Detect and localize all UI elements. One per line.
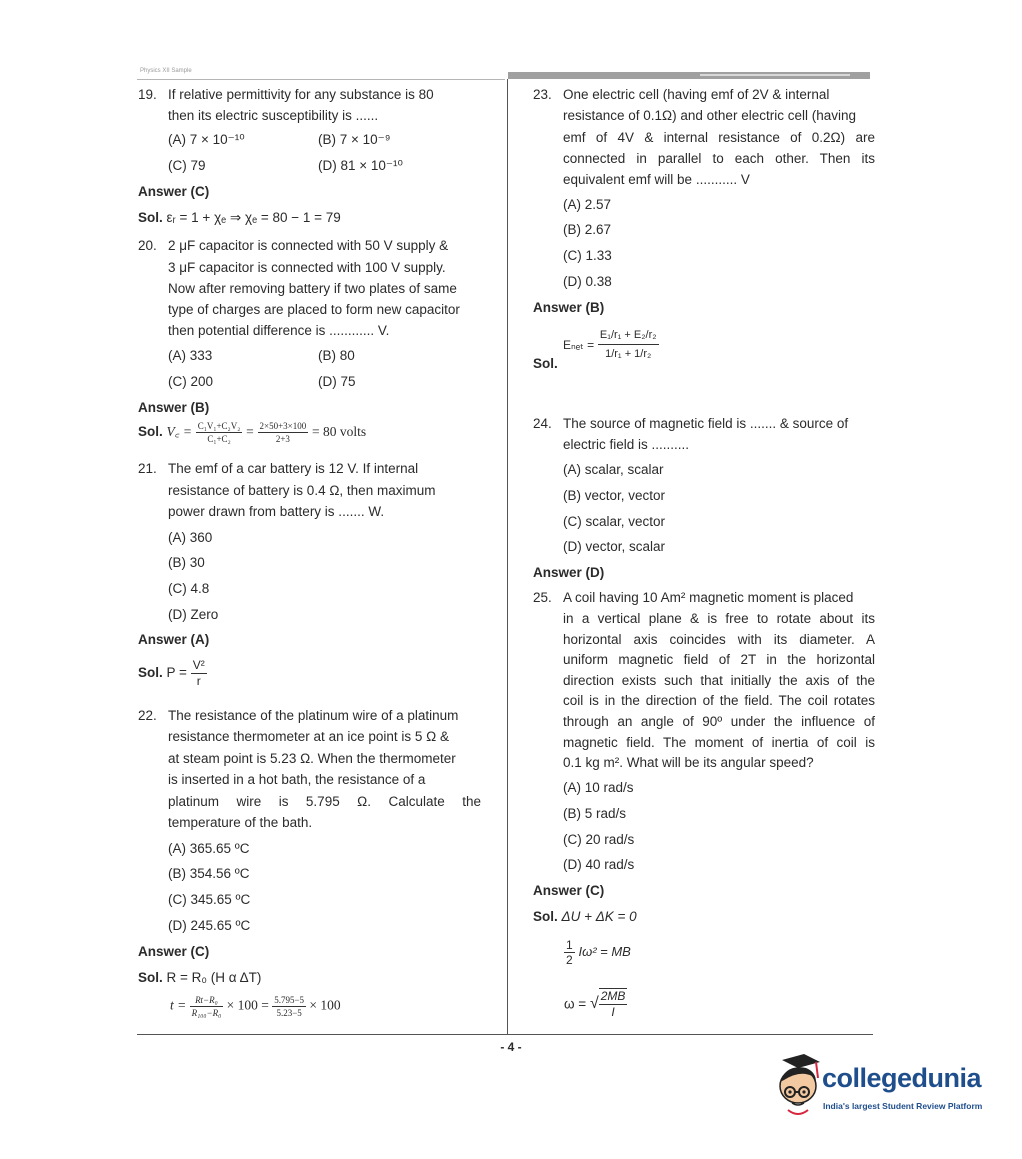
question-line: type of charges are placed to form new capacitor — [168, 302, 460, 317]
option-d: (D) 75 — [318, 374, 356, 389]
solution-label: Sol. — [138, 970, 163, 985]
question-line: horizontal axis coincides with its diameter. A — [563, 632, 875, 647]
answer: Answer (D) — [533, 565, 605, 580]
question-line: emf of 4V & internal resistance of 0.2Ω) are — [563, 130, 875, 145]
answer: Answer (C) — [533, 883, 605, 898]
question-line: The resistance of the platinum wire of a platinum — [168, 708, 459, 723]
question-line: direction exists such that initially the axis of the — [563, 673, 875, 688]
option-c: (C) scalar, vector — [563, 514, 666, 529]
solution-text: ΔU + ΔK = 0 — [561, 909, 637, 924]
fraction — [564, 938, 575, 967]
question-line: connected in parallel to each other. Then its — [563, 151, 875, 166]
fraction-numerator: V² — [192, 658, 205, 672]
question-number: 21. — [138, 461, 157, 476]
option-c: (C) 20 rad/s — [563, 832, 635, 847]
question-number: 24. — [533, 416, 552, 431]
solution-equation — [170, 994, 341, 1019]
solution-lhs: P = — [166, 665, 187, 681]
solution-label: Sol. — [138, 665, 163, 681]
header-small-text: Physics XII Sample — [140, 68, 192, 74]
question-line: equivalent emf will be ........... V — [563, 172, 750, 187]
question-line: A coil having 10 Am² magnetic moment is placed — [563, 590, 854, 605]
question-line: in a vertical plane & is free to rotate about its — [563, 611, 875, 626]
question-number: 19. — [138, 87, 157, 102]
fraction-numerator: E₁/r₁ + E₂/r₂ — [598, 326, 659, 345]
fraction — [196, 420, 243, 445]
question-line: The source of magnetic field is ....... & source of — [563, 416, 849, 431]
fraction-denominator: I — [611, 1005, 615, 1019]
top-rule-right-highlight — [700, 74, 850, 76]
question-line: then potential difference is ............ V. — [168, 323, 390, 338]
question-line: resistance of 0.1Ω) and other electric cell (having — [563, 108, 856, 123]
question-line: platinum wire is 5.795 Ω. Calculate the — [168, 794, 481, 809]
question-line: through an angle of 90º under the influence of — [563, 714, 875, 729]
solution: Sol. V꜀ = $\frac{\text{C₁V₁+C₂V₂}}{\text{C₁+C₂}}$ = $\frac{2\times 50+3\times 100}{2+3}$ = 80 volts — [138, 421, 367, 444]
question-number: 20. — [138, 238, 157, 253]
option-d: (D) 81 × 10⁻¹⁰ — [318, 158, 403, 173]
fraction-denominator: 5.23−5 — [276, 1008, 302, 1018]
question-line: temperature of the bath. — [168, 815, 313, 830]
fraction-numerator: 2×50+3×100 — [259, 421, 307, 431]
question-line: is inserted in a hot bath, the resistance of a — [168, 772, 426, 787]
question-line: resistance thermometer at an ice point is 5 Ω & — [168, 729, 449, 744]
fraction-numerator: 5.795−5 — [274, 995, 305, 1005]
solution-text: R = R₀ (H α ΔT) — [166, 970, 262, 985]
option-a: (A) 10 rad/s — [563, 780, 634, 795]
fraction-denominator: 2+3 — [275, 434, 290, 444]
option-b: (B) vector, vector — [563, 488, 666, 503]
column-divider — [507, 79, 508, 1034]
solution-equation — [564, 938, 631, 967]
answer: Answer (C) — [138, 184, 210, 199]
question-number: 25. — [533, 590, 552, 605]
option-b: (B) 354.56 ºC — [168, 866, 250, 881]
question-line: electric field is .......... — [563, 437, 690, 452]
option-c: (C) 200 — [168, 374, 214, 389]
answer: Answer (B) — [138, 400, 210, 415]
question-line: If relative permittivity for any substance is 80 — [168, 87, 434, 102]
question-line: at steam point is 5.23 Ω. When the thermometer — [168, 751, 456, 766]
question-line: 0.1 kg m². What will be its angular speed? — [563, 755, 814, 770]
solution — [138, 658, 207, 689]
solution — [138, 208, 341, 229]
question-number: 22. — [138, 708, 157, 723]
solution-lhs: V꜀ = — [166, 424, 192, 440]
option-a: (A) 360 — [168, 530, 213, 545]
option-a: (A) scalar, scalar — [563, 462, 664, 477]
question-line: 2 μF capacitor is connected with 50 V supply & — [168, 238, 449, 253]
sqrt-fraction — [599, 988, 628, 1020]
solution-label: Sol. — [533, 356, 558, 371]
solution-rhs: × 100 — [309, 997, 341, 1013]
solution-rest: Iω² = MB — [578, 944, 631, 960]
option-b: (B) 80 — [318, 348, 355, 363]
question-line: resistance of battery is 0.4 Ω, then maximum — [168, 483, 436, 498]
solution-lhs: ω = — [564, 996, 587, 1012]
fraction-denominator: C₁+C₂ — [207, 434, 231, 444]
option-c: (C) 1.33 — [563, 248, 612, 263]
option-d: (D) 0.38 — [563, 274, 612, 289]
option-a: (A) 365.65 ºC — [168, 841, 250, 856]
question-line: power drawn from battery is ....... W. — [168, 504, 385, 519]
option-a: (A) 2.57 — [563, 197, 612, 212]
fraction — [190, 994, 224, 1019]
option-a: (A) 7 × 10⁻¹⁰ — [168, 132, 245, 147]
option-b: (B) 5 rad/s — [563, 806, 627, 821]
question-line: magnetic field. The moment of inertia of coil is — [563, 735, 875, 750]
option-d: (D) Zero — [168, 607, 219, 622]
solution-text: εᵣ = 1 + χₑ ⇒ χₑ = 80 − 1 = 79 — [166, 210, 341, 225]
top-rule-left — [137, 79, 505, 80]
question-line: uniform magnetic field of 2T in the horizontal — [563, 652, 875, 667]
option-d: (D) 40 rad/s — [563, 857, 635, 872]
answer: Answer (A) — [138, 632, 210, 647]
fraction-numerator: 2MB — [600, 989, 626, 1003]
option-b: (B) 30 — [168, 555, 205, 570]
option-b: (B) 7 × 10⁻⁹ — [318, 132, 391, 147]
fraction — [272, 994, 306, 1019]
fraction-numerator: Rt−R₀ — [190, 994, 224, 1007]
fraction-numerator: C₁V₁+C₂V₂ — [197, 421, 241, 431]
question-line: One electric cell (having emf of 2V & internal — [563, 87, 830, 102]
solution — [563, 326, 659, 363]
brand-tagline: India's largest Student Review Platform — [823, 1101, 983, 1111]
solution-equation: ω = √ $\frac{2MB}{I}$ — [564, 989, 626, 1019]
solution-rhs: = 80 volts — [312, 424, 367, 440]
solution-label: Sol. — [138, 210, 163, 225]
solution-label: Sol. — [138, 424, 163, 440]
solution-mid: × 100 = — [226, 997, 269, 1013]
question-line: Now after removing battery if two plates of same — [168, 281, 457, 296]
option-c: (C) 345.65 ºC — [168, 892, 251, 907]
question-number: 23. — [533, 87, 552, 102]
option-d: (D) vector, scalar — [563, 539, 666, 554]
option-c: (C) 79 — [168, 158, 206, 173]
fraction — [191, 658, 207, 689]
fraction-numerator: 1 — [566, 938, 573, 952]
solution — [533, 907, 637, 928]
bottom-rule — [137, 1034, 873, 1035]
option-b: (B) 2.67 — [563, 222, 612, 237]
solution — [138, 968, 261, 989]
fraction-denominator: r — [196, 674, 201, 688]
answer: Answer (B) — [533, 300, 605, 315]
question-line: 3 μF capacitor is connected with 100 V supply. — [168, 260, 446, 275]
fraction-denominator: R₁₀₀−R₀ — [191, 1008, 222, 1018]
question-line: The emf of a car battery is 12 V. If internal — [168, 461, 419, 476]
page-number: - 4 - — [500, 1040, 522, 1054]
brand-name: collegedunia — [822, 1063, 982, 1093]
answer: Answer (C) — [138, 944, 210, 959]
option-c: (C) 4.8 — [168, 581, 210, 596]
option-a: (A) 333 — [168, 348, 213, 363]
fraction — [598, 326, 659, 363]
solution-lhs: Eₙₑₜ = — [563, 337, 595, 352]
fraction-denominator: 2 — [566, 953, 573, 967]
question-line: coil is in the direction of the field. The coil rotates — [563, 693, 875, 708]
solution-label: Sol. — [533, 909, 558, 924]
solution-lhs: t = — [170, 997, 187, 1013]
option-d: (D) 245.65 ºC — [168, 918, 251, 933]
fraction-denominator: 1/r₁ + 1/r₂ — [605, 348, 652, 360]
question-line: then its electric susceptibility is ...... — [168, 108, 379, 123]
fraction — [258, 420, 309, 445]
